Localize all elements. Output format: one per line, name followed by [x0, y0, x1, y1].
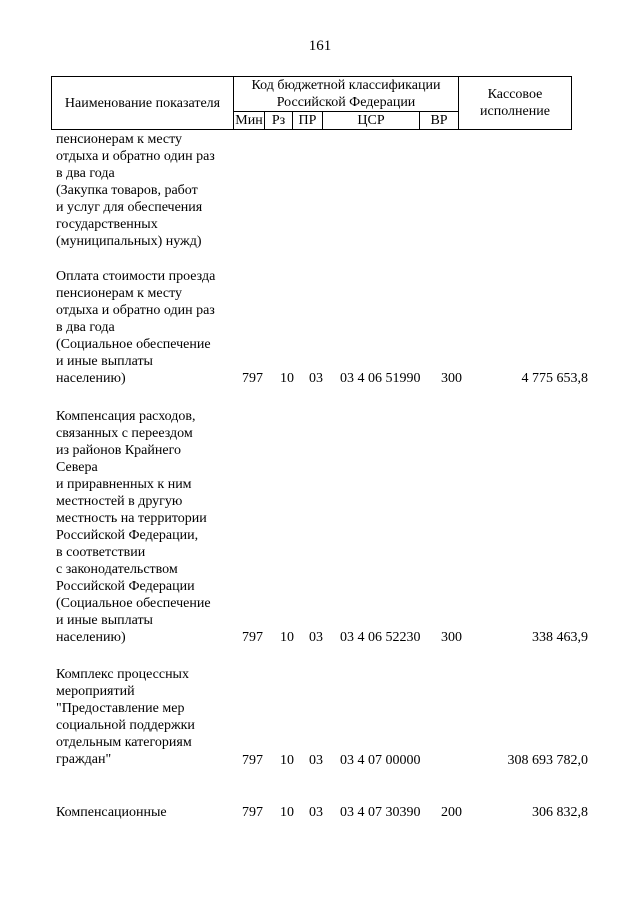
cell-cash: 338 463,9 — [532, 630, 588, 645]
row-description: Компенсация расходов, связанных с переездом из районов Крайнего Севера и приравненных к ним местностей в другую местность на территории Российской Федерации, в соответствии с законодательством Российской Федерации (Социальное обеспечение и иные выплаты населению) — [56, 409, 211, 645]
header-rz: Рз — [265, 112, 293, 130]
cell-csr: 03 4 06 52230 — [340, 630, 421, 645]
cell-min: 797 — [242, 630, 263, 645]
cell-rz: 10 — [280, 371, 294, 386]
cell-rz: 10 — [280, 805, 294, 820]
cell-csr: 03 4 07 00000 — [340, 753, 421, 768]
cell-vr: 300 — [441, 371, 462, 386]
header-code-group: Код бюджетной классификации Российской Федерации — [234, 77, 459, 112]
cell-cash: 306 832,8 — [532, 805, 588, 820]
header-csr: ЦСР — [323, 112, 420, 130]
cell-min: 797 — [242, 805, 263, 820]
cell-csr: 03 4 06 51990 — [340, 371, 421, 386]
cell-rz: 10 — [280, 630, 294, 645]
cell-min: 797 — [242, 371, 263, 386]
cell-pr: 03 — [309, 805, 323, 820]
table-header — [51, 76, 572, 130]
row-description: Компенсационные — [56, 805, 167, 820]
cell-csr: 03 4 07 30390 — [340, 805, 421, 820]
cell-rz: 10 — [280, 753, 294, 768]
header-cash: Кассовое исполнение — [459, 77, 572, 130]
row-description: Комплекс процессных мероприятий "Предоставление мер социальной поддержки отдельным категориям граждан" — [56, 667, 195, 767]
page-number: 161 — [308, 38, 332, 54]
row-description: Оплата стоимости проезда пенсионерам к месту отдыха и обратно один раз в два года (Социальное обеспечение и иные выплаты населению) — [56, 269, 216, 386]
cell-cash: 4 775 653,8 — [521, 371, 588, 386]
cell-pr: 03 — [309, 630, 323, 645]
cell-min: 797 — [242, 753, 263, 768]
cell-vr: 200 — [441, 805, 462, 820]
cell-pr: 03 — [309, 371, 323, 386]
cell-vr: 300 — [441, 630, 462, 645]
cell-pr: 03 — [309, 753, 323, 768]
row-description: пенсионерам к месту отдыха и обратно один раз в два года (Закупка товаров, работ и услуг для обеспечения государственных (муниципальных) нужд) — [56, 132, 215, 249]
header-pr: ПР — [293, 112, 323, 130]
header-name: Наименование показателя — [52, 77, 234, 130]
header-vr: ВР — [420, 112, 459, 130]
header-min: Мин — [235, 113, 263, 128]
cell-cash: 308 693 782,0 — [507, 753, 588, 768]
